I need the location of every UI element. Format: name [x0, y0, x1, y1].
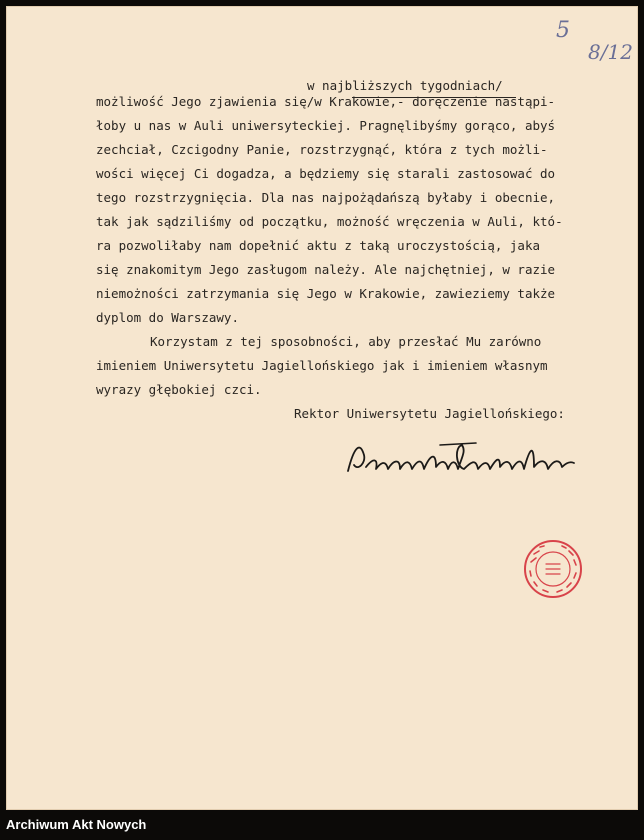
archive-stamp	[522, 538, 584, 600]
letter-line: wości więcej Ci dogadza, a będziemy się starali zastosować do	[96, 166, 556, 181]
archive-folio-number: 8/12	[588, 40, 633, 64]
letter-line: się znakomitym Jego zasługom należy. Ale najchętniej, w razie	[96, 262, 556, 277]
letter-line: imieniem Uniwersytetu Jagiellońskiego jak i imieniem własnym	[96, 358, 548, 373]
letter-line: dyplom do Warszawy.	[96, 310, 239, 325]
signatory-title: Rektor Uniwersytetu Jagiellońskiego:	[294, 406, 565, 421]
archive-label: Archiwum Akt Nowych	[6, 817, 147, 832]
letter-line: tak jak sądziliśmy od początku, możność wręczenia w Auli, któ-	[96, 214, 563, 229]
letter-line: ra pozwoliłaby nam dopełnić aktu z taką uroczystością, jaka	[96, 238, 541, 253]
letter-line: wyrazy głębokiej czci.	[96, 382, 262, 397]
letter-line: możliwość Jego zjawienia się/w Krakowie,- doręczenie nastąpi-	[96, 94, 556, 109]
letter-line: łoby u nas w Auli uniwersyteckiej. Pragnęlibyśmy gorąco, abyś	[96, 118, 556, 133]
letter-line: Korzystam z tej sposobności, aby przesłać Mu zarówno	[150, 334, 542, 349]
archive-page-number: 5	[556, 18, 570, 43]
letter-line: tego rozstrzygnięcia. Dla nas najpożądańszą byłaby i obecnie,	[96, 190, 556, 205]
letter-line: zechciał, Czcigodny Panie, rozstrzygnąć, która z tych możli-	[96, 142, 548, 157]
handwritten-signature	[344, 437, 578, 477]
handwritten-insertion: w najbliższych tygodniach/	[307, 78, 503, 93]
letter-line: niemożności zatrzymania się Jego w Krakowie, zawieziemy także	[96, 286, 556, 301]
